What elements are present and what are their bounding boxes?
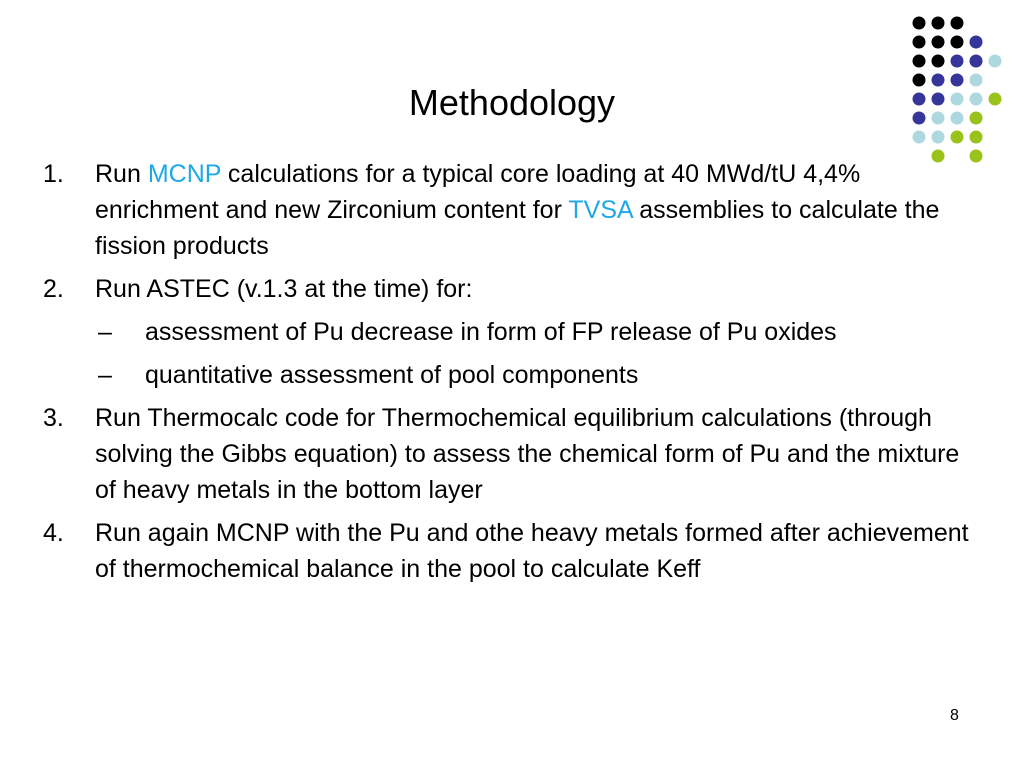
slide-title: Methodology — [408, 82, 616, 123]
decorative-dot — [970, 55, 983, 68]
sub-item-1 — [43, 314, 973, 350]
sub-item-2 — [43, 357, 973, 393]
list-number: 4. — [43, 519, 64, 547]
list-item-3 — [43, 400, 973, 508]
item-text: Run ASTEC (v.1.3 at the time) for: — [95, 275, 473, 303]
tvsa-highlight: TVSA — [568, 196, 633, 224]
decorative-dot — [913, 17, 926, 30]
list-item-2 — [43, 271, 973, 307]
text-run: calculations for a typical core loading at 40 MWd/tU 4,4% enrichment and new Zirconium content for — [95, 160, 861, 224]
decorative-dot — [913, 55, 926, 68]
decorative-dot — [932, 36, 945, 49]
mcnp-highlight: MCNP — [147, 160, 221, 188]
sub-item-text: quantitative assessment of pool components — [145, 361, 639, 389]
item-text: Run again MCNP with the Pu and othe heavy metals formed after achievement of thermochemical balance in the pool to calculate Keff — [95, 519, 969, 583]
decorative-dot — [970, 131, 983, 144]
decorative-dot — [913, 131, 926, 144]
list-number: 2. — [43, 275, 64, 303]
decorative-dot — [913, 36, 926, 49]
decorative-dot — [951, 131, 964, 144]
decorative-dot — [970, 36, 983, 49]
decorative-dot — [989, 55, 1002, 68]
page-number: 8 — [950, 707, 959, 724]
methodology-list — [43, 156, 973, 594]
list-number: 3. — [43, 404, 64, 432]
decorative-dot — [932, 17, 945, 30]
text-run: assemblies to calculate the fission products — [95, 196, 940, 260]
decorative-dot — [951, 17, 964, 30]
dash-bullet: – — [98, 361, 112, 389]
decorative-dot — [951, 55, 964, 68]
decorative-dot — [951, 36, 964, 49]
decorative-dot — [932, 55, 945, 68]
list-item-1 — [43, 156, 973, 264]
list-number: 1. — [43, 160, 64, 188]
decorative-dot — [932, 131, 945, 144]
sub-item-text: assessment of Pu decrease in form of FP release of Pu oxides — [145, 318, 837, 346]
dash-bullet: – — [98, 318, 112, 346]
item-text: Run Thermocalc code for Thermochemical equilibrium calculations (through solving the Gibbs equation) to assess the chemical form of Pu and the mixture of heavy metals in the bottom layer — [95, 404, 960, 504]
text-run: Run — [95, 160, 148, 188]
item-text — [95, 160, 939, 260]
list-item-4 — [43, 515, 973, 587]
